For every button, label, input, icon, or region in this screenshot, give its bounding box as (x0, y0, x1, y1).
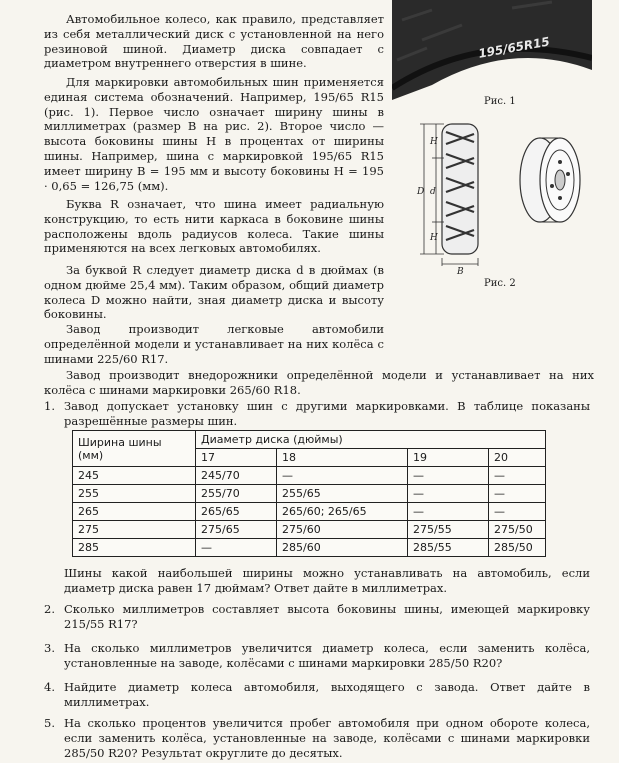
question-1-followup: Шины какой наибольшей ширины можно устанавливать на автомобиль, если диаметр диска равен 17 дюймам? Ответ дайте в миллиметрах. (64, 566, 590, 595)
table-row (73, 521, 546, 539)
intro-paragraph-6: Завод производит внедорожники определённой модели и устанавливает на них колёса с шинами маркировки 265/60 R18. (44, 368, 594, 397)
diameter-header: Диаметр диска (дюймы) (196, 431, 546, 449)
table-header-row (73, 431, 546, 449)
figure-2-wheel-diagram (400, 118, 600, 278)
question-4-text: Найдите диаметр колеса автомобиля, выходящего с завода. Ответ дайте в миллиметрах. (64, 680, 590, 709)
table-cell: 285/60 (277, 539, 408, 557)
table-cell: 255/65 (277, 485, 408, 503)
question-3 (44, 641, 590, 671)
figure-1-tire-image (392, 0, 592, 100)
table-cell: 255/70 (196, 485, 277, 503)
table-cell: 275/50 (489, 521, 546, 539)
label-D: D (417, 187, 425, 197)
table-cell: 265/65 (196, 503, 277, 521)
table-cell: — (408, 467, 489, 485)
table-cell: 275/60 (277, 521, 408, 539)
table-cell: 285/55 (408, 539, 489, 557)
figure-1-caption: Рис. 1 (484, 96, 516, 107)
table-cell: — (489, 485, 546, 503)
question-1-number: 1. (44, 399, 55, 413)
row-width: 275 (73, 521, 196, 539)
intro-paragraph-4: За буквой R следует диаметр диска d в дюймах (в одном дюйме 25,4 мм). Таким образом, общий диаметр колеса D можно найти, зная диаметр диска и высоту боковины. (44, 263, 384, 322)
table-cell: — (408, 503, 489, 521)
tire-size-table (72, 430, 546, 557)
table-cell: 275/65 (196, 521, 277, 539)
table-cell: — (489, 503, 546, 521)
question-1 (44, 399, 590, 429)
table-row (73, 539, 546, 557)
table-cell: — (408, 485, 489, 503)
table-row (73, 485, 546, 503)
diameter-17: 17 (196, 449, 277, 467)
row-width: 285 (73, 539, 196, 557)
intro-paragraph-2: Для маркировки автомобильных шин применяется единая система обозначений. Например, 195/65 R15 (рис. 1). Первое число означает ширину шины в миллиметрах (размер B на рис. 2). Второе число — высота боковины шины H в процентах от ширины шины. Например, шина с маркировкой 195/65 R15 имеет ширину B = 195 мм и высоту боковины H = 195 · 0,65 = 126,75 (мм). (44, 75, 384, 193)
question-2 (44, 602, 590, 632)
width-header: Ширина шины (мм) (73, 431, 196, 467)
question-4 (44, 680, 590, 710)
table-cell: 275/55 (408, 521, 489, 539)
fig1-marking-text: 195/65R15 (477, 34, 551, 61)
diameter-19: 19 (408, 449, 489, 467)
label-B: B (457, 267, 464, 277)
question-3-text: На сколько миллиметров увеличится диаметр колеса, если заменить колёса, установленные на заводе, колёсами с шинами маркировки 285/50 R20? (64, 641, 590, 670)
diameter-20: 20 (489, 449, 546, 467)
row-width: 255 (73, 485, 196, 503)
question-1-text: Завод допускает установку шин с другими маркировками. В таблице показаны разрешённые размеры шин. (64, 399, 590, 428)
question-3-number: 3. (44, 641, 55, 655)
row-width: 245 (73, 467, 196, 485)
table-cell: — (489, 467, 546, 485)
label-H-top: H (430, 137, 438, 147)
intro-paragraph-3: Буква R означает, что шина имеет радиальную конструкцию, то есть нити каркаса в боковине шины расположены вдоль радиусов колеса. Такие шины применяются на всех легковых автомобилях. (44, 197, 384, 256)
question-5-text: На сколько процентов увеличится пробег автомобиля при одном обороте колеса, если заменить колёса, установленные на заводе, колёсами с шинами маркировки 285/50 R20? Результат округлите до десятых. (64, 716, 590, 760)
question-2-number: 2. (44, 602, 55, 616)
question-5-number: 5. (44, 716, 55, 730)
table-cell: — (196, 539, 277, 557)
intro-paragraph-5: Завод производит легковые автомобили определённой модели и устанавливает на них колёса с шинами 225/60 R17. (44, 322, 384, 366)
table-row (73, 467, 546, 485)
table-cell: 285/50 (489, 539, 546, 557)
diameter-18: 18 (277, 449, 408, 467)
label-d: d (430, 187, 436, 197)
table-cell: 245/70 (196, 467, 277, 485)
intro-paragraph-1: Автомобильное колесо, как правило, представляет из себя металлический диск с установленной на него резиновой шиной. Диаметр диска совпадает с диаметром внутреннего отверстия в шине. (44, 12, 384, 71)
question-2-text: Сколько миллиметров составляет высота боковины шины, имеющей маркировку 215/55 R17? (64, 602, 590, 631)
table-row (73, 503, 546, 521)
table-cell: 265/60; 265/65 (277, 503, 408, 521)
table-cell: — (277, 467, 408, 485)
question-5 (44, 716, 590, 760)
figure-2-caption: Рис. 2 (484, 278, 516, 289)
row-width: 265 (73, 503, 196, 521)
label-H-bottom: H (430, 233, 438, 243)
question-4-number: 4. (44, 680, 55, 694)
